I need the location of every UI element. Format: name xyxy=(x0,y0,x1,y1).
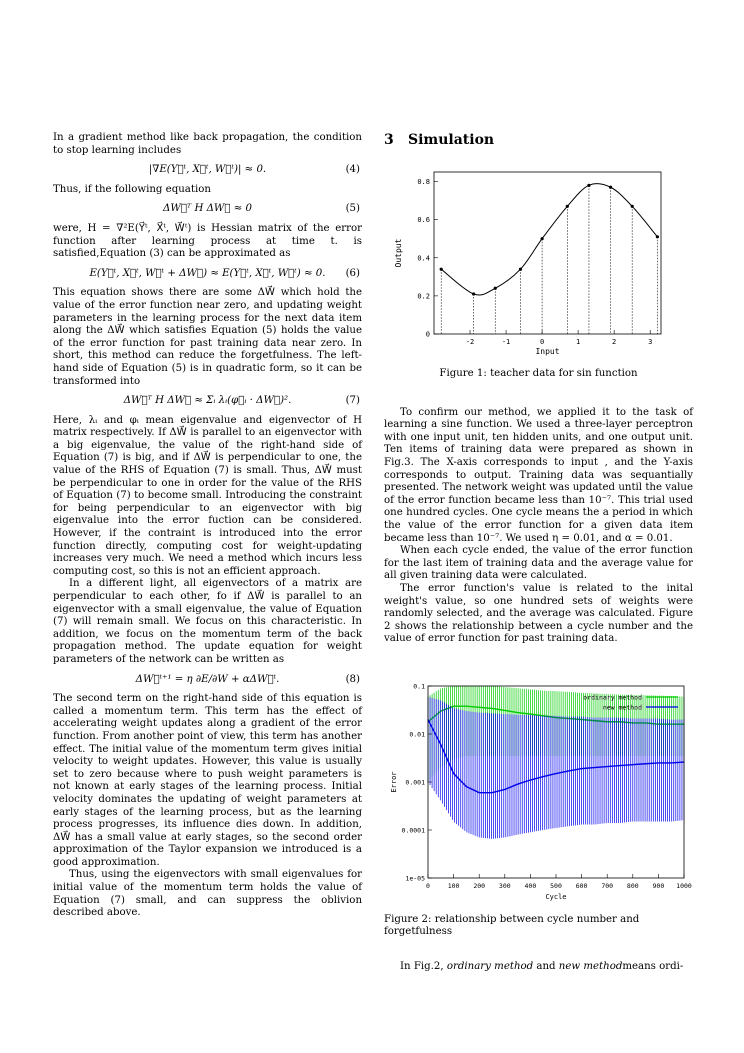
y-tick-label: 1e-05 xyxy=(405,874,425,883)
paragraph: were, H = ∇²E(Y⃗ᵗ, X⃗ᵗ, W⃗ᵗ) is Hessian matrix of the error function after learning process at time t. is satisfied,Equation (3) can be approximated as xyxy=(53,222,362,260)
data-point xyxy=(630,205,633,208)
series-line xyxy=(428,706,684,724)
emphasis: ordinary method xyxy=(446,961,534,973)
x-tick-label: 800 xyxy=(626,881,639,890)
paragraph: In a different light, all eigenvectors of a matrix are perpendicular to each other, fo if ΔW⃗ is parallel to an eigenvector with a small eigenvalue, the value of Equation (7) will remain small. We focus on this characteristic. In addition, we focus on the momentum term of the back propagation method. The update equation for weight parameters of the network can be written as xyxy=(53,578,362,665)
data-point xyxy=(565,205,568,208)
text-run: means ordi- xyxy=(622,961,684,973)
y-tick-label: 0.4 xyxy=(416,254,430,263)
y-tick-label: 0 xyxy=(425,330,430,339)
section-title: Simulation xyxy=(408,132,495,148)
data-point xyxy=(540,237,543,240)
series-line xyxy=(428,719,684,792)
legend-label: ordinary method xyxy=(583,693,642,702)
x-axis-label: Input xyxy=(534,347,560,356)
paragraph: To confirm our method, we applied it to the task of learning a sine function. We used a three-layer perceptron with one input unit, ten hidden units, and one output unit. Ten items of training data were prepared as shown in Fig.3. The X-axis corresponds to input , and the Y-axis corresponds to output. Training data was sequantially presented. The network weight was updated until the value of the error function became less than 10⁻⁷. This trial used one hundred cycles. One cycle means the a period in which the value of the error function for a given data item became less than 10⁻⁷. We used η = 0.01, and α = 0.01. xyxy=(384,406,693,544)
x-axis-label: Cycle xyxy=(545,892,567,901)
data-point xyxy=(472,292,475,295)
right-column xyxy=(384,132,693,974)
equation-number: (6) xyxy=(345,267,360,279)
x-tick-label: 900 xyxy=(652,881,665,890)
x-tick-label: 1 xyxy=(575,338,580,346)
text-run: In Fig.2, xyxy=(400,961,447,973)
y-axis-label: Output xyxy=(393,238,403,268)
figure-1-chart xyxy=(389,162,689,362)
x-tick-label: 500 xyxy=(550,881,562,890)
equation-body: ΔW⃗ᵀ H ΔW⃗ ≈ Σᵢ λᵢ(φ⃗ᵢ · ΔW⃗)². xyxy=(123,395,292,407)
equation-body: ΔW⃗ᵀ H ΔW⃗ ≈ 0 xyxy=(162,203,253,215)
paragraph xyxy=(384,961,693,974)
x-tick-label: 400 xyxy=(524,881,537,890)
x-tick-label: 3 xyxy=(647,338,652,346)
x-tick-label: -1 xyxy=(501,338,510,346)
equation-number: (7) xyxy=(345,395,360,407)
paragraph: When each cycle ended, the value of the error function for the last item of training data and the average value for all given training data were calculated. xyxy=(384,545,693,582)
equation-8 xyxy=(53,674,362,687)
paragraph: In a gradient method like back propagation, the condition to stop learning includes xyxy=(53,132,362,156)
data-point xyxy=(439,268,442,271)
data-curve xyxy=(441,184,657,295)
data-point xyxy=(655,235,658,238)
y-tick-label: 0.2 xyxy=(416,292,430,301)
paragraph: Thus, if the following equation xyxy=(53,183,211,195)
x-tick-label: 200 xyxy=(473,881,486,890)
x-tick-label: 0 xyxy=(539,338,544,346)
section-number: 3 xyxy=(384,132,394,148)
x-tick-label: 300 xyxy=(498,881,511,890)
y-tick-label: 0.0001 xyxy=(401,826,425,835)
equation-body: ΔW⃗ᵗ⁺¹ = η ∂E/∂W + αΔW⃗ᵗ. xyxy=(135,673,280,685)
paragraph: Here, λᵢ and φᵢ mean eigenvalue and eigenvector of H matrix respectively. If ΔW⃗ is parallel to an eigenvector with a big eigenvalue, the value of the right-hand side of Equation (7) is big, and if ΔW⃗ is perpendicular to one, the value of the RHS of Equation (7) is small. Thus, ΔW⃗ must be perpendicular to one in order for the value of the RHS of Equation (7) to become small. Introducing the constraint for being perpendicular to an eigenvector with big eigenvalue into the error fuction can be considered. However, if the contraint is introduced into the error function directly, computing cost for weight-updating increases very much. We need a method which incurs less computing cost, so this is not an efficient approach. xyxy=(53,414,362,577)
equation-number: (5) xyxy=(345,203,360,215)
data-point xyxy=(518,268,521,271)
equation-4 xyxy=(53,164,362,177)
data-point xyxy=(587,184,590,187)
equation-body: |∇E(Y⃗ᵗ, X⃗ᵗ, W⃗ᵗ)| ≈ 0. xyxy=(148,164,267,176)
paragraph: The error function's value is related to the inital weight's value, so one hundred sets of weights were randomly selected, and the average was calculated. Figure 2 shows the relationship between a cycle number and the value of error function for past training data. xyxy=(384,582,693,645)
emphasis: new method xyxy=(558,961,623,973)
plot-frame xyxy=(434,172,661,334)
equation-number: (8) xyxy=(345,673,360,685)
equation-body: E(Y⃗ᵗ, X⃗ᵗ, W⃗ᵗ + ΔW⃗) ≈ E(Y⃗ᵗ, X⃗ᵗ, W⃗ᵗ) ≈ 0. xyxy=(89,267,326,279)
x-tick-label: 700 xyxy=(601,881,614,890)
data-point xyxy=(608,186,611,189)
x-tick-label: 100 xyxy=(447,881,460,890)
x-tick-label: 600 xyxy=(575,881,588,890)
x-tick-label: 2 xyxy=(611,338,616,346)
plot-frame xyxy=(428,686,684,878)
paragraph: Thus, using the eigenvectors with small eigenvalues for initial value of the momentum term holds the value of Equation (7) small, and can suppress the oblivion described above. xyxy=(53,869,362,919)
figure-2-chart xyxy=(384,678,693,908)
equation-number: (4) xyxy=(345,164,360,176)
equation-6 xyxy=(53,268,362,281)
equation-5 xyxy=(53,203,362,216)
x-tick-label: 0 xyxy=(426,881,430,890)
section-heading xyxy=(384,132,693,148)
equation-7 xyxy=(53,395,362,408)
left-column xyxy=(53,132,362,920)
y-tick-label: 0.6 xyxy=(416,216,430,225)
legend-label: new method xyxy=(602,703,642,712)
y-tick-label: 0.001 xyxy=(405,778,425,787)
x-tick-label: 1000 xyxy=(676,881,692,890)
data-point xyxy=(493,287,496,290)
text-run: and xyxy=(533,961,559,973)
figure-1-caption: Figure 1: teacher data for sin function xyxy=(439,368,638,379)
y-tick-label: 0.01 xyxy=(409,730,425,739)
y-tick-label: 0.1 xyxy=(413,682,425,691)
figure-2-caption: Figure 2: relationship between cycle number and forgetfulness xyxy=(384,913,640,938)
x-tick-label: -2 xyxy=(465,338,474,346)
y-tick-label: 0.8 xyxy=(416,178,430,187)
y-axis-label: Error xyxy=(390,771,398,793)
paragraph: This equation shows there are some ΔW⃗ which hold the value of the error function near zero, and updating weight parameters in the learning process for the next data item along the ΔW⃗ which satisfies Equation (5) holds the value of the error function for past training data near zero. In short, this method can reduce the forgetfulness. The left-hand side of Equation (5) is in quadratic form, so it can be transformed into xyxy=(53,287,362,387)
paragraph: The second term on the right-hand side of this equation is called a momentum term. This term has the effect of accelerating weight updates along a gradient of the error function. From another point of view, this term has another effect. The initial value of the momentum term gives initial velocity to weight updates. However, this value is usually set to zero because where to push weight parameters is not known at early stages of the learning process. Initial velocity dominates the updating of weight parameters at early stages of the learning process, but as the learning process progresses, its influence dies down. In addition, ΔW⃗ has a small value at early stages, so the second order approximation of the Taylor expansion we introduced is a good approximation. xyxy=(53,693,362,868)
